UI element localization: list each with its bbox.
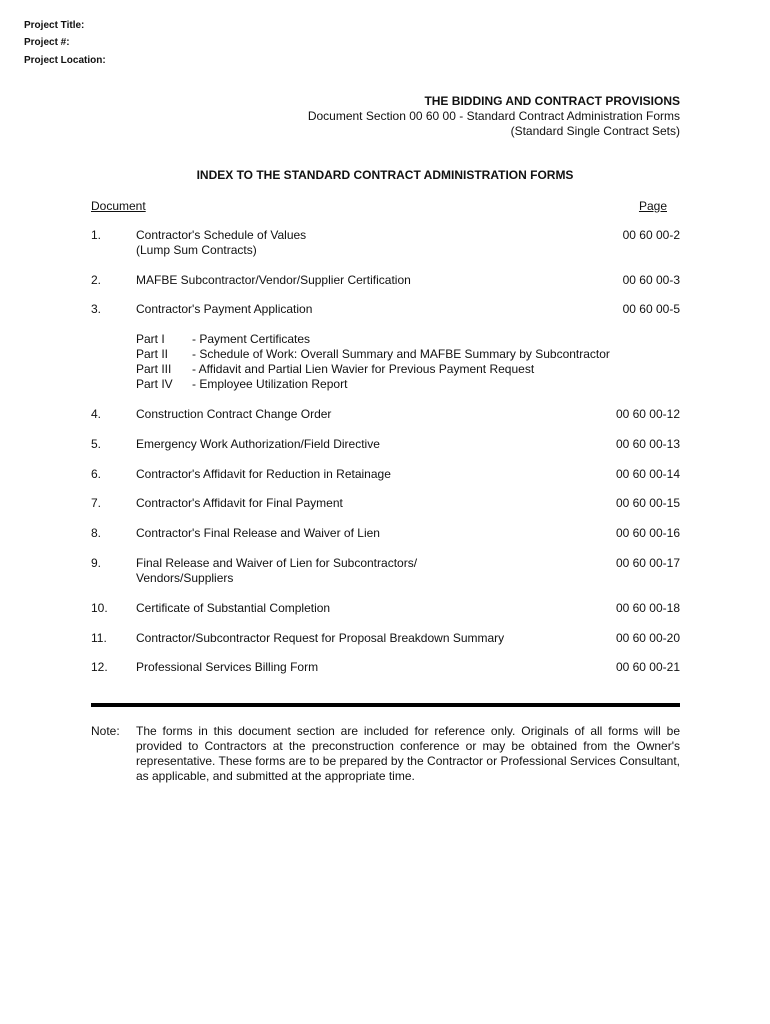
item-description-line: Certificate of Substantial Completion [136, 601, 331, 615]
item-description [136, 467, 576, 482]
item-description [136, 556, 576, 586]
item-description [136, 437, 576, 452]
item-number: 9. [91, 556, 102, 570]
document-subtitle-2: (Standard Single Contract Sets) [510, 124, 680, 138]
item-number: 5. [91, 437, 102, 451]
item-description-line: Contractor's Schedule of Values [136, 228, 307, 242]
project-title-label: Project Title: [24, 20, 85, 31]
item-description-line: Contractor/Subcontractor Request for Proposal Breakdown Summary [136, 631, 505, 645]
item-description-line: Contractor's Payment Application [136, 302, 313, 316]
item-page: 00 60 00-3 [622, 273, 680, 287]
part-label: Part II [136, 347, 169, 361]
item-description-line: Contractor's Affidavit for Final Payment [136, 496, 343, 510]
part-label: Part III [136, 362, 172, 376]
item-description [136, 228, 576, 258]
item-description [136, 660, 576, 675]
item-number: 2. [91, 273, 102, 287]
item-page: 00 60 00-18 [615, 601, 680, 615]
item-description-line: Emergency Work Authorization/Field Directive [136, 437, 380, 451]
part-description: - Schedule of Work: Overall Summary and MAFBE Summary by Subcontractor [192, 347, 610, 361]
item-page: 00 60 00-5 [622, 302, 680, 316]
item-page: 00 60 00-20 [615, 631, 680, 645]
part-description: - Employee Utilization Report [192, 377, 348, 391]
item-description-line: Contractor's Affidavit for Reduction in Retainage [136, 467, 391, 481]
item-description [136, 601, 576, 616]
item-page: 00 60 00-2 [622, 228, 680, 242]
note-label: Note: [91, 724, 120, 738]
item-description-line: Final Release and Waiver of Lien for Subcontractors/ [136, 556, 418, 570]
project-location-label: Project Location: [24, 55, 106, 66]
part-label: Part I [136, 332, 165, 346]
part-description: - Affidavit and Partial Lien Wavier for Previous Payment Request [192, 362, 535, 376]
column-header-document: Document [91, 199, 146, 213]
part-label: Part IV [136, 377, 173, 391]
item-number: 7. [91, 496, 102, 510]
index-title: INDEX TO THE STANDARD CONTRACT ADMINISTRATION FORMS [196, 168, 574, 182]
item-page: 00 60 00-13 [615, 437, 680, 451]
section-divider [91, 703, 680, 707]
item-number: 12. [91, 660, 108, 674]
note-text: The forms in this document section are included for reference only. Originals of all forms will be provided to Contractors at the preconstruction conference or may be obtained from the Owner's representative. These forms are to be prepared by the Contractor or Professional Services Consultant, as applicable, and submitted at the appropriate time. [136, 724, 680, 783]
item-description [136, 631, 576, 646]
item-page: 00 60 00-12 [615, 407, 680, 421]
item-number: 1. [91, 228, 102, 242]
item-page: 00 60 00-17 [615, 556, 680, 570]
item-number: 3. [91, 302, 102, 316]
item-description-line: Vendors/Suppliers [136, 571, 234, 585]
document-subtitle: Document Section 00 60 00 - Standard Contract Administration Forms [307, 109, 680, 123]
item-description [136, 302, 576, 317]
item-page: 00 60 00-21 [615, 660, 680, 674]
item-description-line: MAFBE Subcontractor/Vendor/Supplier Certification [136, 273, 411, 287]
part-description: - Payment Certificates [192, 332, 311, 346]
column-header-page: Page [638, 199, 667, 213]
item-description-line: Contractor's Final Release and Waiver of Lien [136, 526, 380, 540]
item-number: 6. [91, 467, 102, 481]
item-description-line: Construction Contract Change Order [136, 407, 332, 421]
item-number: 10. [91, 601, 108, 615]
item-description-line: Professional Services Billing Form [136, 660, 319, 674]
item-page: 00 60 00-14 [615, 467, 680, 481]
document-title: THE BIDDING AND CONTRACT PROVISIONS [424, 94, 680, 108]
item-description [136, 273, 576, 288]
item-number: 8. [91, 526, 102, 540]
item-description-line: (Lump Sum Contracts) [136, 243, 257, 257]
item-number: 11. [91, 631, 107, 645]
item-description [136, 407, 576, 422]
item-description [136, 496, 576, 511]
project-number-label: Project #: [24, 37, 70, 48]
item-page: 00 60 00-16 [615, 526, 680, 540]
item-description [136, 526, 576, 541]
item-number: 4. [91, 407, 102, 421]
item-page: 00 60 00-15 [615, 496, 680, 510]
